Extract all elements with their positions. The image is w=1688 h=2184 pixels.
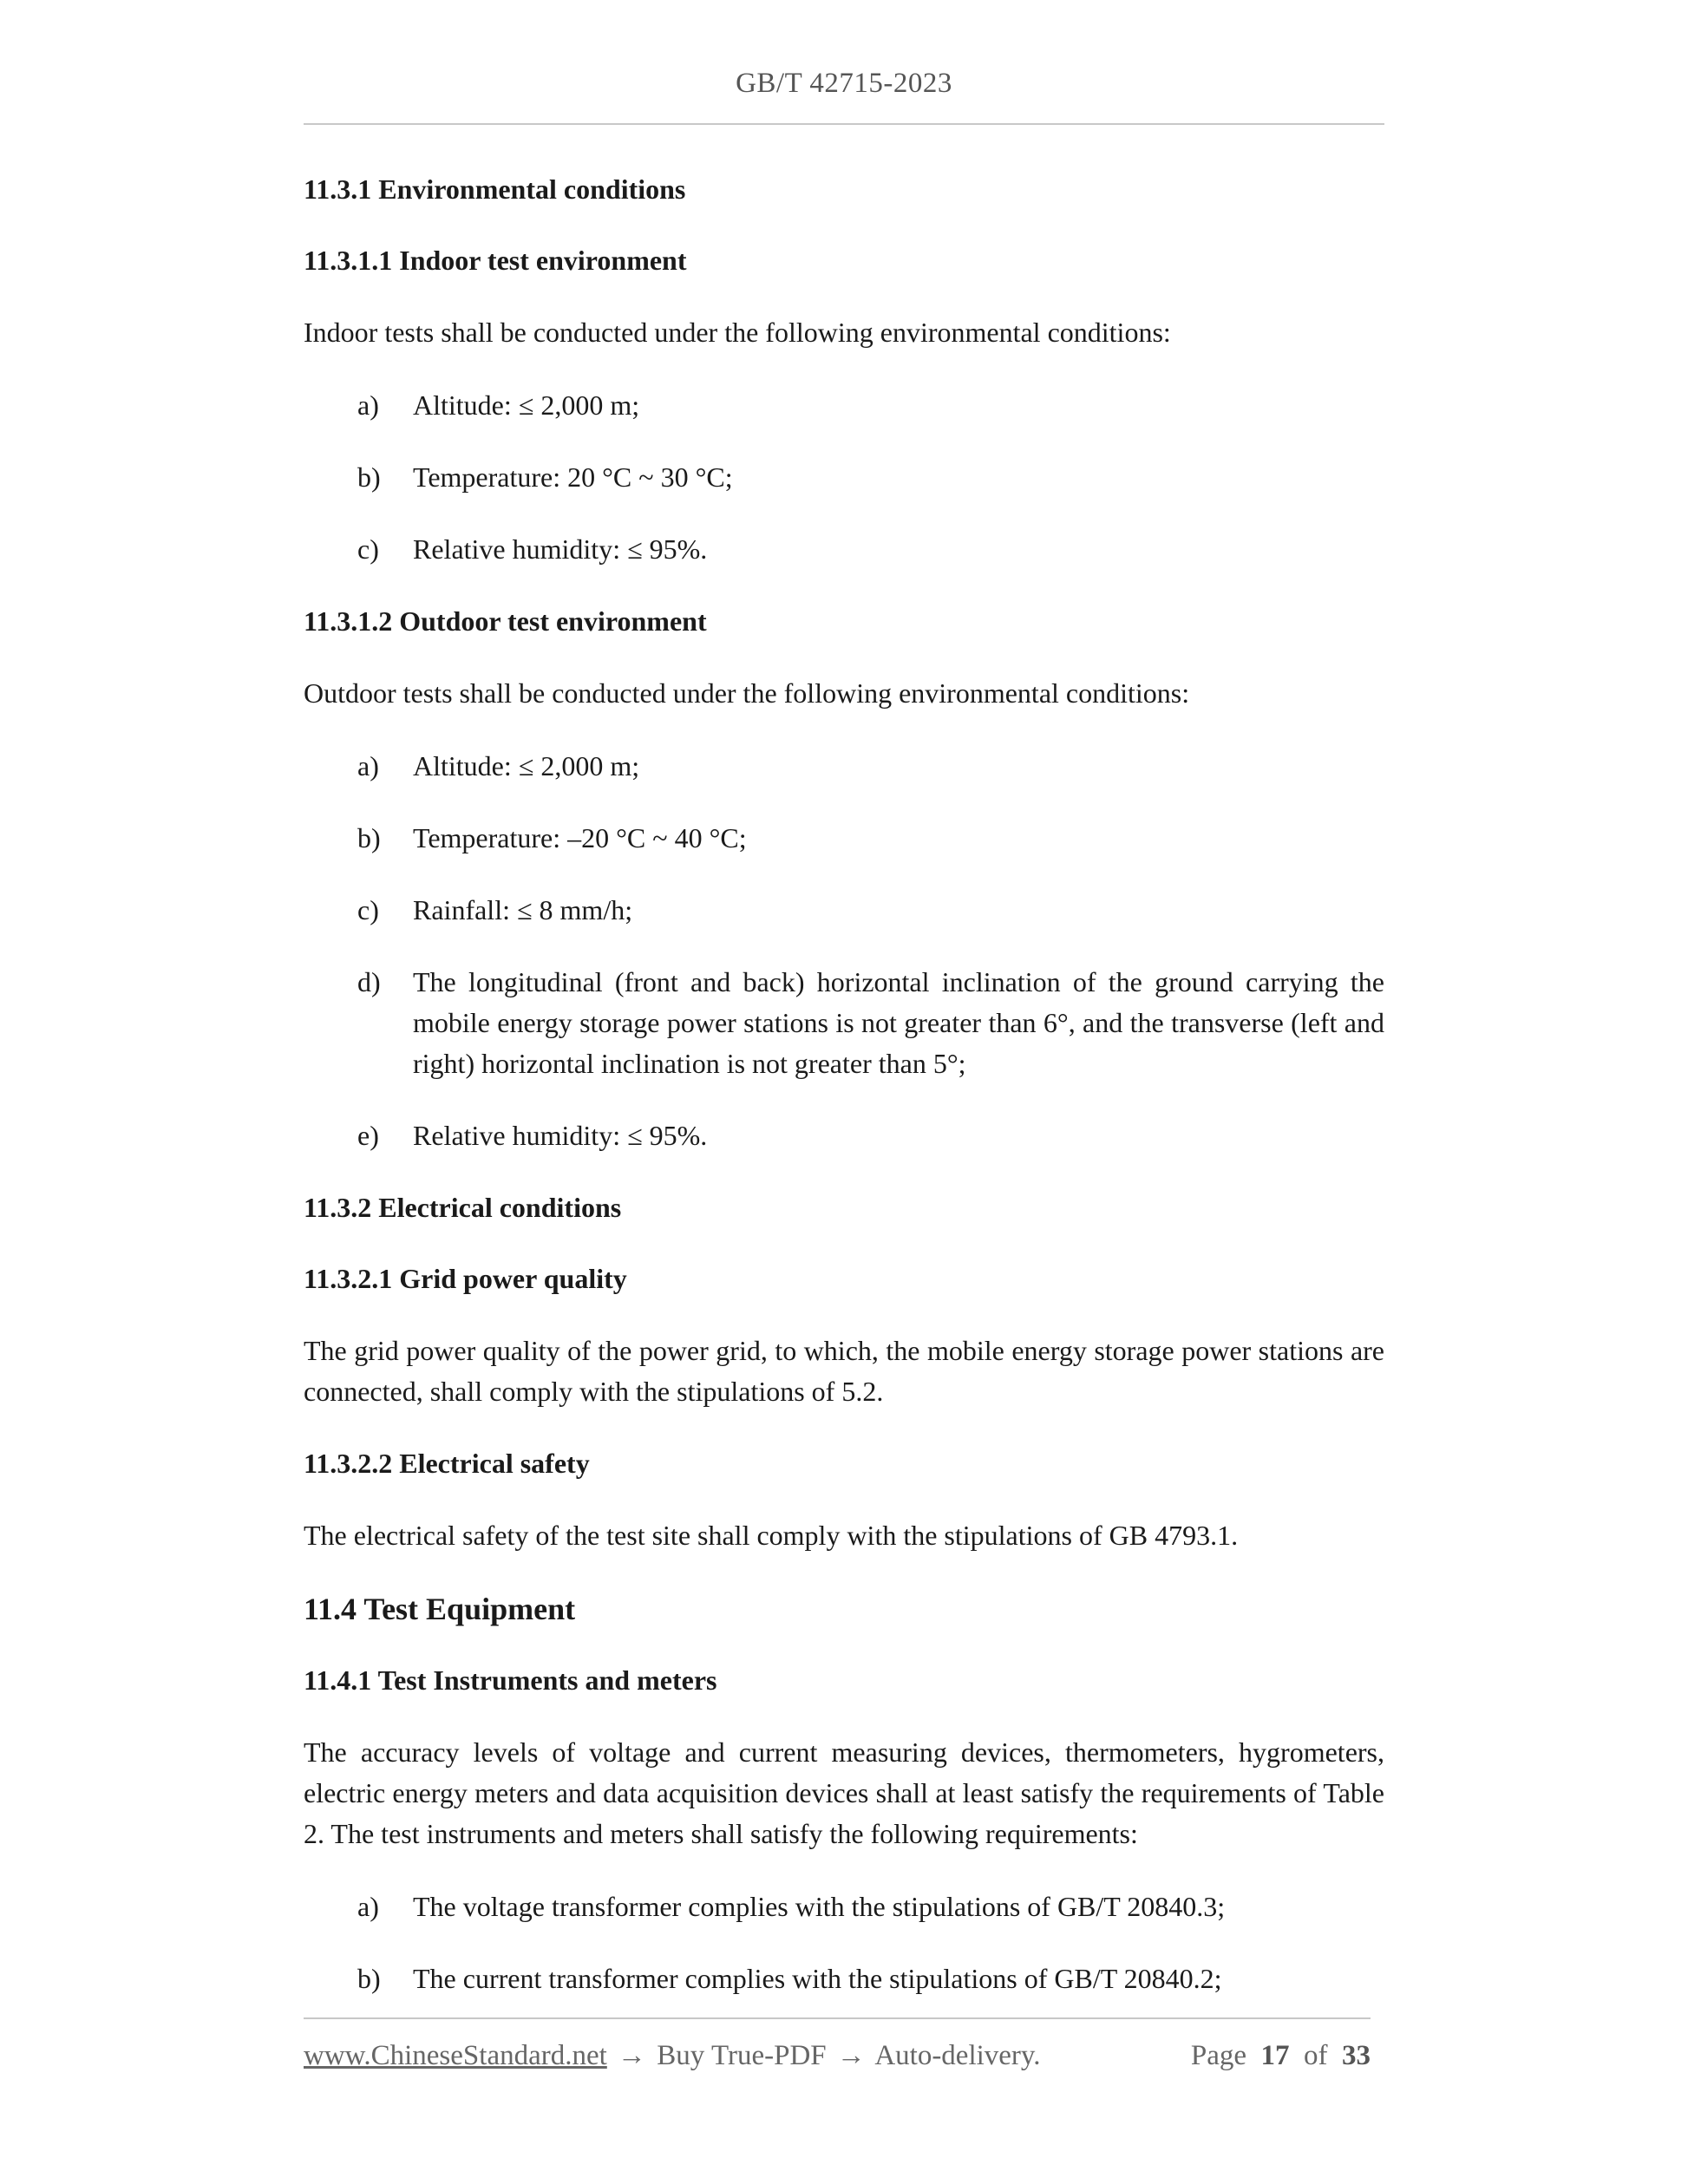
- list-item-text: Rainfall: ≤ 8 mm/h;: [413, 894, 633, 925]
- document-body: [304, 170, 1384, 2031]
- footer-divider: [304, 2017, 1371, 2019]
- list-marker: d): [357, 966, 381, 997]
- indoor-conditions-list: [304, 385, 1384, 570]
- list-item-text: Altitude: ≤ 2,000 m;: [413, 389, 640, 421]
- arrow-right-icon: →: [618, 2040, 647, 2071]
- page-label: Page: [1190, 2040, 1246, 2071]
- list-item: [304, 1958, 1384, 1999]
- list-item-text: The voltage transformer complies with the stipulations of GB/T 20840.3;: [413, 1891, 1226, 1922]
- paragraph-electrical-safety: The electrical safety of the test site shall comply with the stipulations of GB 4793.1.: [304, 1520, 1239, 1551]
- list-item-text: The longitudinal (front and back) horizontal inclination of the ground carrying the mobile energy storage power stations is not greater than 6°, and the transverse (left and right) horizontal inclination is not greater than 5°;: [413, 966, 1384, 1079]
- list-marker: c): [357, 533, 379, 565]
- heading-11-3-1: 11.3.1 Environmental conditions: [304, 173, 686, 205]
- list-item: [304, 962, 1384, 1084]
- list-item-text: Temperature: –20 °C ~ 40 °C;: [413, 822, 747, 853]
- list-item: [304, 457, 1384, 498]
- page-total: 33: [1342, 2040, 1371, 2071]
- list-marker: a): [357, 389, 379, 421]
- buy-pdf-text: Buy True-PDF: [657, 2040, 827, 2071]
- list-item-text: The current transformer complies with the stipulations of GB/T 20840.2;: [413, 1963, 1222, 1994]
- list-marker: b): [357, 1963, 381, 1994]
- heading-11-3-1-2: 11.3.1.2 Outdoor test environment: [304, 605, 707, 637]
- heading-11-4-1: 11.4.1 Test Instruments and meters: [304, 1664, 717, 1696]
- page-of: of: [1304, 2040, 1328, 2071]
- list-item: [304, 385, 1384, 426]
- arrow-right-icon: →: [836, 2040, 866, 2071]
- list-marker: c): [357, 894, 379, 925]
- document-header: GB/T 42715-2023: [736, 68, 952, 99]
- instrument-requirements-list: [304, 1886, 1384, 1999]
- paragraph-indoor-intro: Indoor tests shall be conducted under the following environmental conditions:: [304, 317, 1171, 348]
- list-marker: e): [357, 1120, 379, 1151]
- heading-11-3-2-1: 11.3.2.1 Grid power quality: [304, 1263, 627, 1294]
- heading-11-4: 11.4 Test Equipment: [304, 1592, 576, 1626]
- footer-promo: [304, 2040, 1041, 2072]
- list-marker: a): [357, 1891, 379, 1922]
- document-footer: [304, 2040, 1371, 2072]
- list-item: [304, 529, 1384, 570]
- header-divider: [304, 123, 1384, 125]
- outdoor-conditions-list: [304, 746, 1384, 1156]
- paragraph-outdoor-intro: Outdoor tests shall be conducted under the following environmental conditions:: [304, 677, 1190, 709]
- list-item-text: Temperature: 20 °C ~ 30 °C;: [413, 461, 733, 493]
- list-item: [304, 1886, 1384, 1927]
- website-link[interactable]: www.ChineseStandard.net: [304, 2040, 607, 2071]
- list-item: [304, 890, 1384, 931]
- list-marker: b): [357, 461, 381, 493]
- paragraph-grid-power-quality: The grid power quality of the power grid, to which, the mobile energy storage power stations are connected, shall comply with the stipulations of 5.2.: [304, 1335, 1384, 1407]
- list-marker: b): [357, 822, 381, 853]
- auto-delivery-text: Auto-delivery.: [874, 2040, 1041, 2071]
- list-marker: a): [357, 750, 379, 781]
- list-item-text: Altitude: ≤ 2,000 m;: [413, 750, 640, 781]
- list-item: [304, 1115, 1384, 1156]
- page-current: 17: [1260, 2040, 1290, 2071]
- paragraph-test-instruments: The accuracy levels of voltage and current measuring devices, thermometers, hygrometers, electric energy meters and data acquisition devices shall at least satisfy the requirements of Table 2. The test instruments and meters shall satisfy the following requirements:: [304, 1736, 1384, 1849]
- list-item: [304, 818, 1384, 859]
- heading-11-3-2-2: 11.3.2.2 Electrical safety: [304, 1448, 590, 1479]
- heading-11-3-2: 11.3.2 Electrical conditions: [304, 1192, 622, 1223]
- list-item-text: Relative humidity: ≤ 95%.: [413, 533, 708, 565]
- heading-11-3-1-1: 11.3.1.1 Indoor test environment: [304, 245, 687, 276]
- page-number: [1191, 2040, 1371, 2072]
- list-item-text: Relative humidity: ≤ 95%.: [413, 1120, 708, 1151]
- list-item: [304, 746, 1384, 787]
